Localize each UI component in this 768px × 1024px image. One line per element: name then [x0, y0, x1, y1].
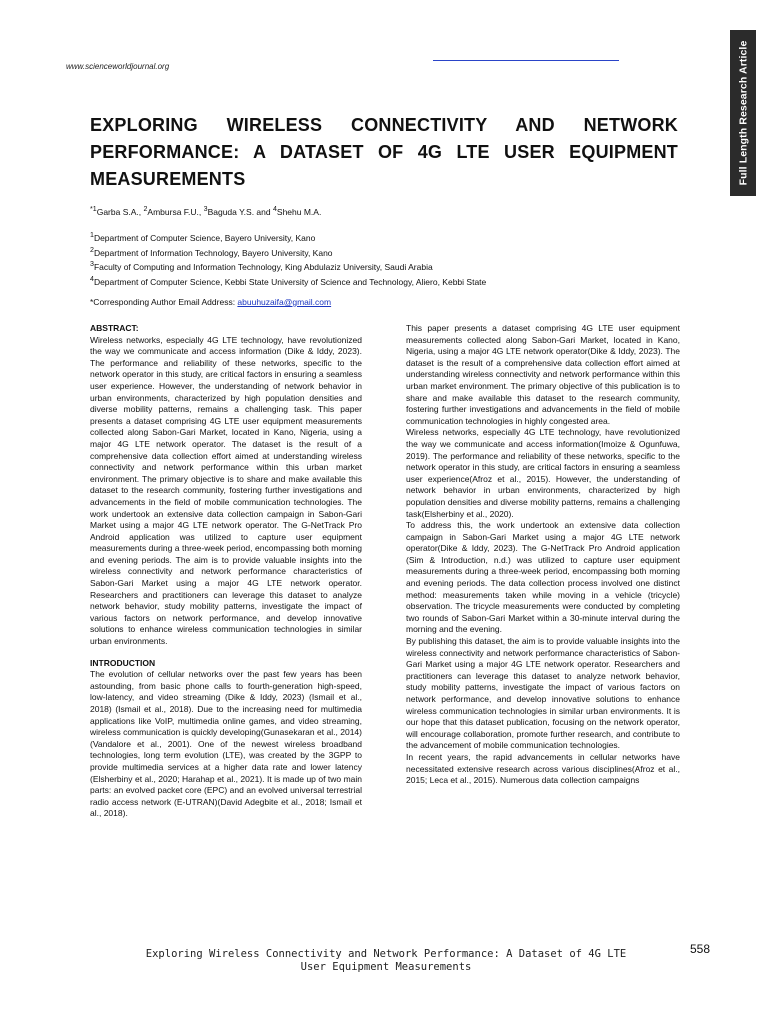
- affiliation-list: [90, 230, 486, 289]
- paper-title: EXPLORING WIRELESS CONNECTIVITY AND NETWORK PERFORMANCE: A DATASET OF 4G LTE USER EQUIPMENT MEASUREMENTS: [90, 115, 678, 189]
- abstract-heading: ABSTRACT:: [90, 323, 139, 333]
- right-column: [406, 323, 680, 787]
- affiliation-text: Faculty of Computing and Information Technology, King Abdulaziz University, Saudi Arabia: [93, 262, 433, 273]
- introduction-text: The evolution of cellular networks over the past few years has been astounding, from basic phone calls to fourth-generation high-speed, low-latency, and video streaming (Dike & Iddy, 2023) (Ismail et al., 2018) (Ismail et al., 2018). Due to the increasing need for multimedia applications like VoIP, multimedia online games, and video streaming, wireless communication is quickly developing(Gunasekaran et al., 2014)(Vandalore et al., 2001). One of the newest wireless broadband technologies, long term evolution (LTE), was created by the 3GPP to provide multimedia services at a higher data rate and lower latency (Elsherbiny et al., 2020; Harahap et al., 2021). It is made up of two main parts: an evolved packet core (EPC) and an evolved universal terrestrial radio access network (E-UTRAN)(David Adegbite et al., 2018; Ismail et al., 2018).: [90, 669, 362, 819]
- body-paragraph: In recent years, the rapid advancements in cellular networks have necessitated extensive research across various disciplines(Afroz et al., 2015; Leca et al., 2015). Numerous data collection campaigns: [406, 751, 680, 786]
- header-rule: [433, 60, 619, 61]
- author-name: Shehu M.A.: [276, 206, 322, 217]
- side-tab-label: Full Length Research Article: [737, 40, 749, 186]
- corresponding-author: [90, 297, 331, 307]
- affiliation-text: Department of Computer Science, Bayero University, Kano: [93, 232, 316, 243]
- abstract-text: Wireless networks, especially 4G LTE technology, have revolutionized the way we communicate and access information (Dike & Iddy, 2023). The performance and reliability of these networks, specific to the network operator in this study, are critical factors in ensuring a seamless user experience. However, the understanding of network behavior in urban environments, characterized by high population densities and diverse mobility patterns, remains a challenging task. This paper presents a dataset comprising 4G LTE user equipment measurements collected along Sabon-Gari Market, located in Kano, Nigeria, using a major 4G LTE network operator. The dataset is the result of a comprehensive data collection effort aimed at understanding wireless connectivity and network performance within this urban market environment. The primary objective is to share and make available this dataset to the research community, fostering further investigations and advancements in the field of mobile communication technologies. The work undertook an extensive data collection campaign in Sabon-Gari Market using a major 4G LTE network operator. The G-NetTrack Pro Android application was utilized to capture user equipment measurements during a three-week period, encompassing both morning and evening periods. The aim is to provide valuable insights into the wireless connectivity and network performance characteristics of Sabon-Gari Market using a major 4G LTE network operator. Researchers and practitioners can leverage this dataset to analyze network behavior, study mobility patterns, investigate the impact of various factors on network performance, and develop innovative solutions to enhance wireless communication technologies in similar urban environments.: [90, 334, 362, 647]
- author-name: Ambursa F.U.,: [147, 206, 204, 217]
- body-paragraph: To address this, the work undertook an extensive data collection campaign in Sabon-Gari Market using a major 4G LTE network operator(Dike & Iddy, 2023). The G-NetTrack Pro Android application (Sim & Introduction, n.d.) was utilized to capture user equipment measurements during a three-week period, encompassing both morning and evening periods. The data collection process involved one distinct method: measurements taken while moving in a vehicle (tricycle) observation. The tricycle measurements were conducted by completing two rounds of Sabon-Gari Market within a 30-minute interval during the morning and the evening.: [406, 520, 680, 635]
- author-name: Baguda Y.S. and: [207, 206, 273, 217]
- side-tab: [730, 30, 756, 196]
- running-title: [96, 948, 676, 974]
- author-mark: 3: [203, 205, 208, 213]
- page-number: 558: [690, 942, 711, 956]
- introduction-heading: INTRODUCTION: [90, 657, 156, 668]
- body-paragraph: This paper presents a dataset comprising 4G LTE user equipment measurements collected along Sabon-Gari Market, located in Kano, Nigeria, using a major 4G LTE network operator(Dike & Iddy, 2023). The dataset is the result of a comprehensive data collection effort aimed at understanding wireless connectivity and network performance within this urban market environment. The primary objective of this publication is to share and make available this dataset to the research community, fostering further investigations and advancements in the field of mobile communication technologies in highly congested area.: [406, 323, 680, 426]
- author-name: Garba S.A.,: [96, 206, 144, 217]
- left-column: [90, 323, 362, 820]
- affiliation-item: [90, 259, 486, 274]
- affiliation-mark: 3: [90, 260, 94, 269]
- affiliation-mark: 4: [90, 274, 94, 283]
- affiliation-text: Department of Computer Science, Kebbi State University of Science and Technology, Aliero, Kebbi State: [93, 276, 487, 287]
- author-mark: 4: [272, 205, 277, 213]
- corresponding-label: *Corresponding Author Email Address:: [90, 297, 238, 307]
- author-mark: *1: [90, 205, 97, 213]
- affiliation-text: Department of Information Technology, Bayero University, Kano: [93, 247, 333, 258]
- affiliation-mark: 2: [90, 245, 94, 254]
- affiliation-item: [90, 245, 486, 260]
- email-link[interactable]: abuuhuzaifa@gmail.com: [237, 297, 332, 307]
- author-mark: 2: [143, 205, 148, 213]
- body-paragraph: By publishing this dataset, the aim is to provide valuable insights into the wireless connectivity and network performance characteristics of Sabon-Gari Market using a major 4G LTE network operator. Researchers and practitioners can leverage this dataset to analyze network behavior, study mobility patterns, investigate the impact of various factors on network performance, and develop innovative solutions to enhance wireless communication technologies in similar urban environments. It is our hope that this dataset publication, focusing on the network operator, will encourage collaboration, promote further research, and contribute to the advancement of mobile communication technologies.: [406, 636, 680, 751]
- affiliation-item: [90, 230, 486, 245]
- body-paragraph: Wireless networks, especially 4G LTE technology, have revolutionized the way we communicate and access information(Imoize & Ogunfuwa, 2019). The performance and reliability of these networks, specific to the network operator in this study, are critical factors in ensuring a seamless user experience(Afroz et al., 2015). However, the understanding of network behavior in urban environments, characterized by high population densities and diverse mobility patterns, remains a challenging task(Elsherbiny et al., 2020).: [406, 427, 680, 519]
- website-url: www.scienceworldjournal.org: [66, 62, 170, 71]
- author-list: [90, 205, 321, 217]
- running-title-line: User Equipment Measurements: [300, 961, 472, 973]
- affiliation-mark: 1: [90, 231, 94, 239]
- running-title-line: Exploring Wireless Connectivity and Network Performance: A Dataset of 4G LTE: [145, 948, 627, 960]
- affiliation-item: [90, 274, 486, 289]
